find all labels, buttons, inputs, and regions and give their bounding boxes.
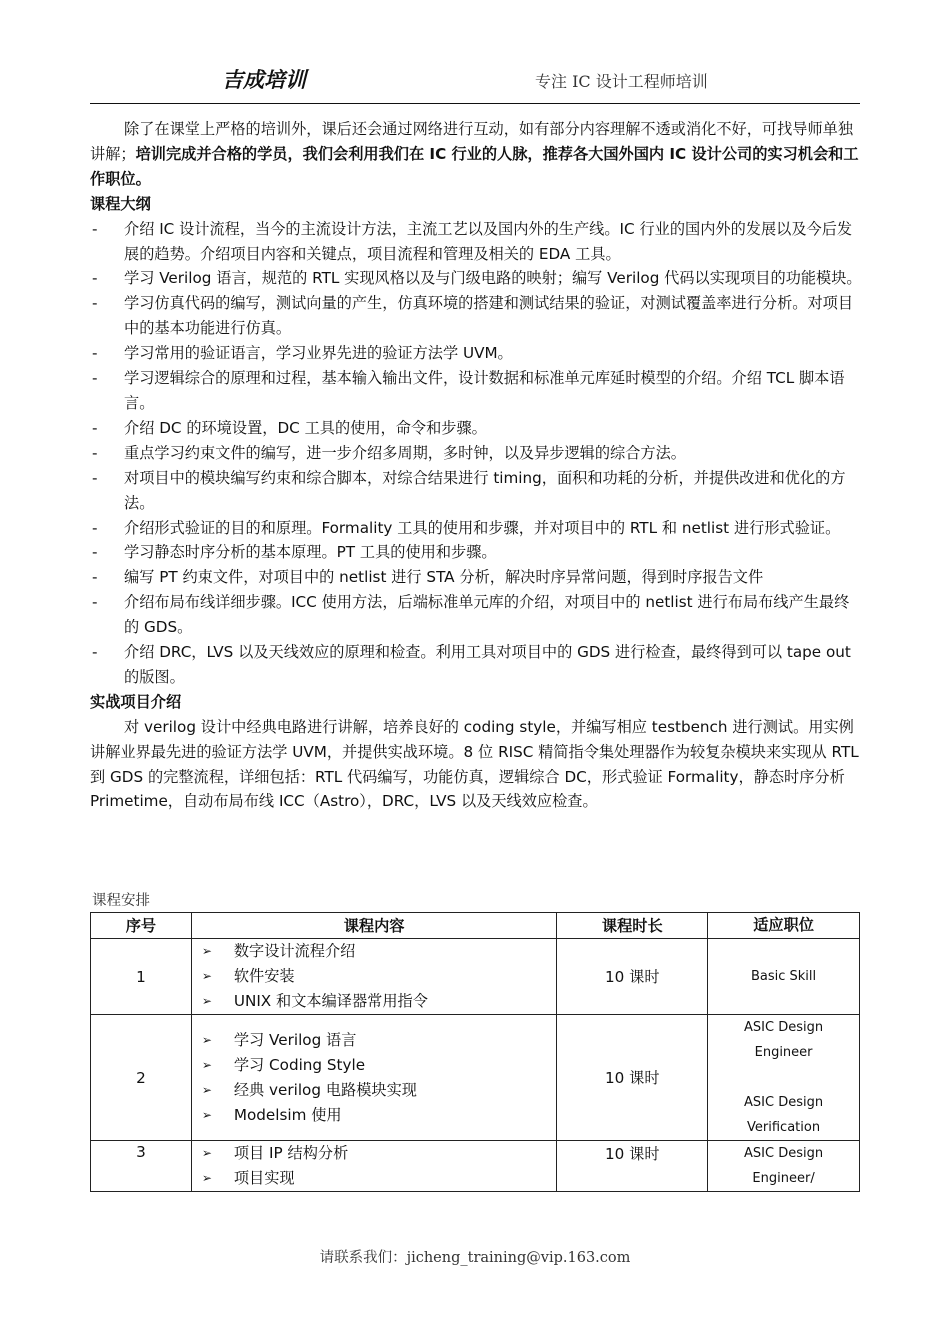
table-row (91, 1015, 860, 1141)
list-item (202, 1028, 557, 1053)
header-no: 序号 (91, 913, 192, 939)
project-paragraph: 对 verilog 设计中经典电路进行讲解，培养良好的 coding style，并编写相应 testbench 进行测试。用实例讲解业界最先进的验证方法学 UVM，并提供实战环境。8 位 RISC 精简指令集处理器作为较复杂模块来实现从 RTL 到 GDS 的完整流程，详细包括：RTL 代码编写，功能仿真，逻辑综合 DC，形式验证 Formality，静态时序分析 Primetime，自动布局布线 ICC（Astro），DRC，LVS 以及天线效应检查。 (90, 717, 859, 811)
outline-item-text: 学习 Verilog 语言，规范的 RTL 实现风格以及与门级电路的映射；编写 Verilog 代码以实现项目的功能模块。 (124, 269, 862, 288)
outline-item-text: 介绍 DRC，LVS 以及天线效应的原理和检查。利用工具对项目中的 GDS 进行检查，最终得到可以 tape out 的版图。 (124, 643, 851, 686)
bullet-dash: - (92, 443, 98, 462)
page-header (90, 58, 860, 98)
content-item: 项目实现 (233, 1169, 295, 1187)
role-line: ASIC Design (744, 1146, 824, 1161)
header-rule (90, 103, 860, 104)
list-item (90, 341, 862, 366)
bullet-dash: - (92, 518, 98, 537)
brand-name: 吉成培训 (222, 67, 306, 92)
arrow-bullet-icon: ➢ (201, 1146, 212, 1160)
outline-item-text: 重点学习约束文件的编写，进一步介绍多周期，多时钟，以及异步逻辑的综合方法。 (124, 443, 686, 462)
content-item: 学习 Verilog 语言 (233, 1030, 357, 1049)
outline-item-text: 学习静态时序分析的基本原理。PT 工具的使用和步骤。 (124, 543, 497, 562)
content-list (192, 1028, 557, 1128)
arrow-bullet-icon: ➢ (201, 1082, 212, 1097)
content-item: UNIX 和文本编译器常用指令 (233, 992, 428, 1010)
arrow-bullet-icon: ➢ (201, 994, 212, 1008)
row-content (191, 939, 557, 1015)
list-item (202, 964, 557, 989)
bullet-dash: - (92, 294, 98, 313)
outline-item-text: 介绍布局布线详细步骤。ICC 使用方法，后端标准单元库的介绍，对项目中的 netlist 进行布局布线产生最终的 GDS。 (124, 593, 850, 637)
intro-text: 除了在课堂上严格的培训外，课后还会通过网络进行互动，如有部分内容理解不透或消化不好，可找导师单独讲解； (90, 120, 853, 163)
project-heading: 实战项目介绍 (90, 692, 182, 711)
list-item (90, 416, 862, 441)
role-line: Basic Skill (750, 969, 817, 984)
role-spacer (708, 1065, 859, 1090)
outline-item-text: 学习常用的验证语言，学习业界先进的验证方法学 UVM。 (124, 344, 513, 363)
list-item (202, 1166, 557, 1191)
list-item (90, 366, 862, 416)
outline-item-text: 介绍 DC 的环境设置，DC 工具的使用，命令和步骤。 (124, 418, 487, 437)
row-content (191, 1141, 557, 1192)
table-row (91, 1141, 860, 1192)
list-item (202, 939, 557, 964)
role-line: Engineer (754, 1045, 813, 1060)
content-item: 数字设计流程介绍 (233, 942, 356, 960)
bullet-dash: - (92, 369, 98, 388)
bullet-dash: - (92, 344, 98, 363)
outline-item-text: 学习逻辑综合的原理和过程，基本输入输出文件，设计数据和标准单元库延时模型的介绍。介绍 TCL 脚本语言。 (124, 369, 845, 412)
arrow-bullet-icon: ➢ (201, 1032, 212, 1047)
outline-item-text: 对项目中的模块编写约束和综合脚本，对综合结果进行 timing，面积和功耗的分析，并提供改进和优化的方法。 (124, 468, 846, 512)
list-item (90, 266, 862, 291)
list-item (90, 590, 862, 640)
bullet-dash: - (92, 643, 98, 662)
bullet-dash: - (92, 418, 98, 437)
document-body (90, 117, 862, 814)
content-item: 学习 Coding Style (233, 1055, 366, 1074)
list-item (90, 441, 862, 466)
bullet-dash: - (92, 219, 98, 238)
bullet-dash: - (92, 468, 98, 487)
row-role (708, 1015, 860, 1141)
arrow-bullet-icon: ➢ (201, 1057, 212, 1072)
list-item (202, 1053, 557, 1078)
outline-heading: 课程大纲 (90, 194, 151, 213)
schedule-table (90, 912, 860, 1192)
content-list (192, 939, 557, 1014)
row-hours: 10 课时 (557, 1015, 708, 1141)
list-item (90, 217, 862, 267)
intro-paragraph (90, 117, 862, 192)
row-content (191, 1015, 557, 1141)
role-line: Engineer/ (752, 1171, 815, 1186)
row-hours: 10 课时 (557, 939, 708, 1015)
content-item: 软件安装 (233, 967, 295, 985)
footer-contact: 请联系我们：jicheng_training@vip.163.com (319, 1250, 631, 1266)
list-item (90, 516, 862, 541)
outline-item-text: 介绍 IC 设计流程，当今的主流设计方法，主流工艺以及国内外的生产线。IC 行业的国内外的发展以及今后发展的趋势。介绍项目内容和关键点，项目流程和管理及相关的 EDA 工具。 (124, 219, 853, 263)
outline-item-text: 编写 PT 约束文件，对项目中的 netlist 进行 STA 分析，解决时序异常问题，得到时序报告文件 (124, 568, 764, 587)
header-hours: 课程时长 (557, 913, 708, 939)
list-item (202, 1078, 557, 1103)
table-header-row (91, 913, 860, 939)
row-role (708, 1141, 860, 1192)
list-item (90, 291, 862, 341)
bullet-dash: - (92, 568, 98, 587)
role-line: ASIC Design (744, 1020, 824, 1035)
outline-item-text: 学习仿真代码的编写，测试向量的产生，仿真环境的搭建和测试结果的验证，对测试覆盖率进行分析。对项目中的基本功能进行仿真。 (124, 294, 853, 338)
header-content: 课程内容 (191, 913, 557, 939)
row-number: 2 (91, 1015, 192, 1141)
arrow-bullet-icon: ➢ (201, 944, 212, 958)
table-row (91, 939, 860, 1015)
schedule-caption: 课程安排 (92, 893, 150, 909)
bullet-dash: - (92, 269, 98, 288)
content-list (192, 1141, 557, 1191)
row-role (708, 939, 860, 1015)
content-item: 项目 IP 结构分析 (233, 1144, 349, 1162)
arrow-bullet-icon: ➢ (201, 969, 212, 983)
row-number: 1 (91, 939, 192, 1015)
content-item: Modelsim 使用 (233, 1105, 342, 1124)
outline-list (90, 217, 862, 690)
role-line: ASIC Design (744, 1095, 824, 1110)
list-item (90, 565, 862, 590)
intro-emphasis: 培训完成并合格的学员，我们会利用我们在 IC 行业的人脉，推荐各大国外国内 IC 设计公司的实习机会和工作职位。 (90, 144, 859, 188)
list-item (202, 989, 557, 1014)
header-role: 适应职位 (708, 913, 860, 939)
bullet-dash: - (92, 543, 98, 562)
content-item: 经典 verilog 电路模块实现 (233, 1080, 417, 1099)
list-item (90, 466, 862, 516)
list-item (202, 1141, 557, 1166)
bullet-dash: - (92, 593, 98, 612)
role-line: Verification (747, 1120, 821, 1135)
arrow-bullet-icon: ➢ (201, 1171, 212, 1185)
arrow-bullet-icon: ➢ (201, 1107, 212, 1122)
row-number: 3 (91, 1141, 192, 1192)
list-item (90, 640, 862, 690)
header-tagline: 专注 IC 设计工程师培训 (535, 72, 708, 91)
list-item (90, 540, 862, 565)
outline-item-text: 介绍形式验证的目的和原理。Formality 工具的使用和步骤，并对项目中的 RTL 和 netlist 进行形式验证。 (124, 518, 841, 537)
row-hours: 10 课时 (557, 1141, 708, 1192)
list-item (202, 1103, 557, 1128)
